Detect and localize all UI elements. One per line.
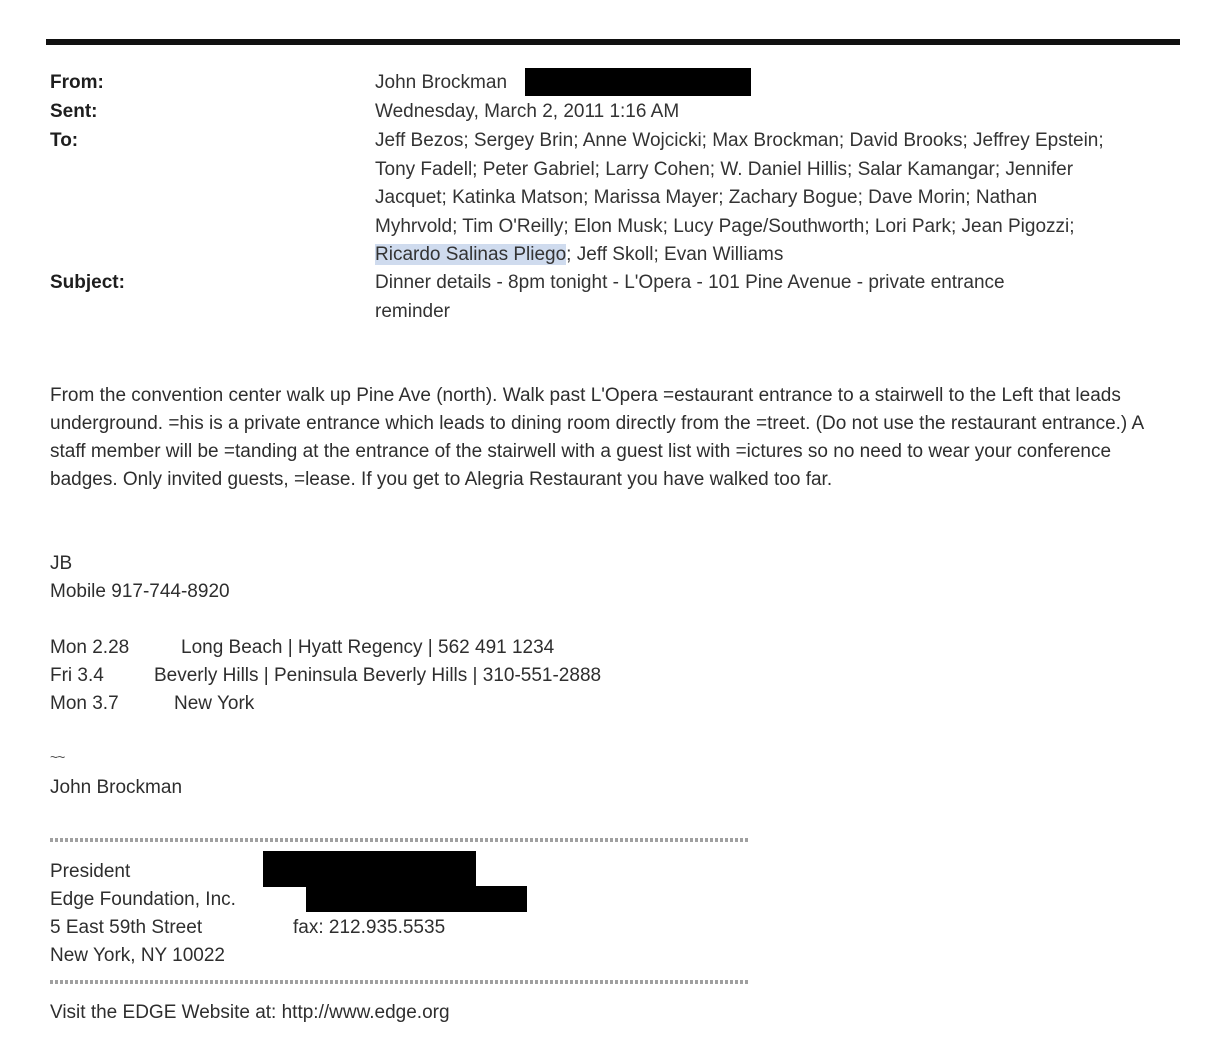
signature-fax: fax: 212.935.5535 (293, 917, 446, 938)
sent-value: Wednesday, March 2, 2011 1:16 AM (375, 101, 680, 122)
signature-org: Edge Foundation, Inc. (50, 889, 236, 910)
schedule-day: Fri 3.4 (50, 665, 104, 686)
from-value: John Brockman (375, 72, 508, 93)
to-label: To: (50, 130, 79, 151)
message-body: From the convention center walk up Pine Ave (north). Walk past L'Opera =estaurant entrance to a stairwell to the Left that leads underground. =his is a private entrance which leads to dining room directly from the =treet. (Do not use the restaurant entrance.) A staff member will be =tanding at the entrance of the stairwell with a guest list with =ictures so no need to wear your conference badges. Only invited guests, =lease. If you get to Alegria Restaurant you have walked too far. (50, 385, 1144, 490)
redacted-email (525, 68, 751, 96)
subject-label: Subject: (50, 272, 125, 293)
signature-divider (50, 980, 748, 984)
to-recipients (375, 127, 1165, 270)
header-divider (46, 39, 1180, 45)
subject-value (375, 269, 1165, 326)
schedule-day: Mon 3.7 (50, 693, 119, 714)
subject-line: reminder (375, 300, 450, 322)
signature-mobile: Mobile 917-744-8920 (50, 581, 230, 602)
redacted-phone (306, 886, 527, 912)
highlighted-recipient: Ricardo Salinas Pliego (375, 244, 567, 265)
schedule-location: Beverly Hills | Peninsula Beverly Hills | 310-551-2888 (154, 665, 602, 686)
signature-city: New York, NY 10022 (50, 945, 225, 966)
schedule-day: Mon 2.28 (50, 637, 130, 658)
signature-title: President (50, 861, 131, 882)
signature-tilde: ~~ (50, 749, 65, 765)
to-line (375, 241, 1165, 270)
sent-label: Sent: (50, 101, 98, 122)
schedule-location: New York (174, 693, 255, 714)
signature-initials: JB (50, 553, 73, 574)
to-line: Jeff Bezos; Sergey Brin; Anne Wojcicki; Max Brockman; David Brooks; Jeffrey Epstein; (375, 130, 1104, 151)
to-line: Myhrvold; Tim O'Reilly; Elon Musk; Lucy Page/Southworth; Lori Park; Jean Pigozzi; (375, 215, 1075, 237)
to-line-rest: ; Jeff Skoll; Evan Williams (566, 244, 784, 265)
signature-name: John Brockman (50, 777, 183, 798)
to-line: Tony Fadell; Peter Gabriel; Larry Cohen; W. Daniel Hillis; Salar Kamangar; Jennifer (375, 158, 1074, 180)
signature-divider (50, 838, 748, 842)
subject-line: Dinner details - 8pm tonight - L'Opera - 101 Pine Avenue - private entrance (375, 272, 1005, 293)
redacted-phone (263, 851, 476, 887)
schedule-location: Long Beach | Hyatt Regency | 562 491 1234 (181, 637, 555, 658)
to-line: Jacquet; Katinka Matson; Marissa Mayer; Zachary Bogue; Dave Morin; Nathan (375, 187, 1038, 208)
signature-street: 5 East 59th Street (50, 917, 203, 938)
website-line: Visit the EDGE Website at: http://www.edge.org (50, 1002, 450, 1023)
from-label: From: (50, 72, 104, 93)
